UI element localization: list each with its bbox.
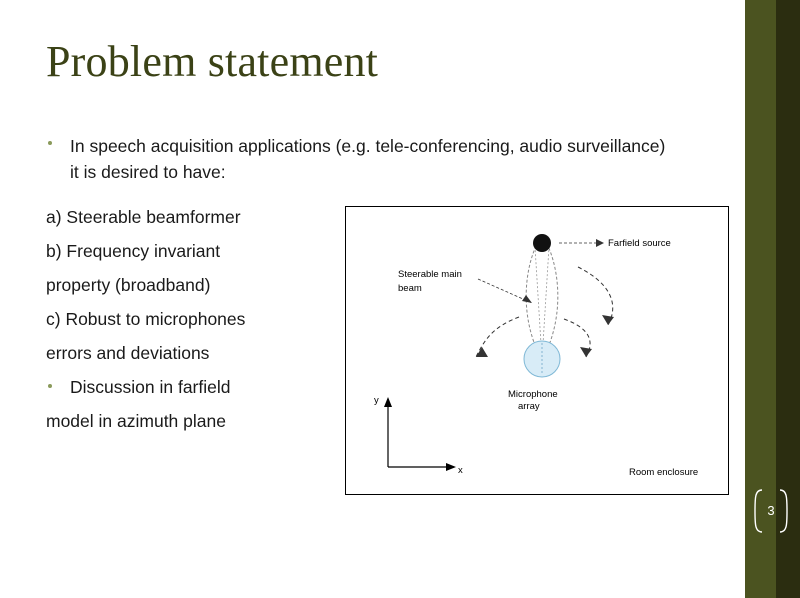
farfield-source-label: Farfield source <box>608 238 671 249</box>
diagram-figure <box>345 206 729 495</box>
list-item: property (broadband) <box>46 275 211 295</box>
list-item: c) Robust to microphones <box>46 309 246 329</box>
list-item: errors and deviations <box>46 343 210 363</box>
steer-arrow-head-left <box>476 347 488 357</box>
steerable-beam-leader-arrow <box>522 295 532 303</box>
bullet-item <box>46 133 666 185</box>
steer-arrow-head-right-inner <box>580 347 592 357</box>
list-item: model in azimuth plane <box>46 411 226 431</box>
steerable-main-beam-label-line2: beam <box>398 283 422 294</box>
x-axis-arrow-icon <box>446 463 456 471</box>
microphone-array-label-line2: array <box>518 401 540 412</box>
bullet-dot-icon <box>48 384 52 388</box>
farfield-source-dot-icon <box>533 234 551 252</box>
body-bullet-first <box>46 133 666 187</box>
steerable-main-beam-label-line1: Steerable main <box>398 269 462 280</box>
list-item: b) Frequency invariant <box>46 241 221 261</box>
x-axis-label: x <box>458 465 463 476</box>
steer-arrow-head-right-outer <box>602 315 614 325</box>
y-axis-label: y <box>374 395 379 406</box>
farfield-source-leader-arrow <box>596 239 604 247</box>
microphone-array-label-line1: Microphone <box>508 389 558 400</box>
room-enclosure-label: Room enclosure <box>629 467 699 478</box>
right-decorative-bar-white-gap <box>731 0 745 598</box>
beamforming-diagram <box>346 207 728 494</box>
bullet-dot-icon <box>48 141 52 145</box>
page-number-badge <box>750 488 792 534</box>
bullet-item <box>46 370 336 404</box>
bullet-text: In speech acquisition applications (e.g. tele-conferencing, audio surveillance) it is desired to have: <box>70 136 666 182</box>
body-lines-column <box>46 200 336 438</box>
bullet-text: Discussion in farfield <box>70 377 231 397</box>
list-item: a) Steerable beamformer <box>46 207 241 227</box>
y-axis-arrow-icon <box>384 397 392 407</box>
page-number-text: 3 <box>767 503 775 518</box>
page-title: Problem statement <box>46 37 379 86</box>
